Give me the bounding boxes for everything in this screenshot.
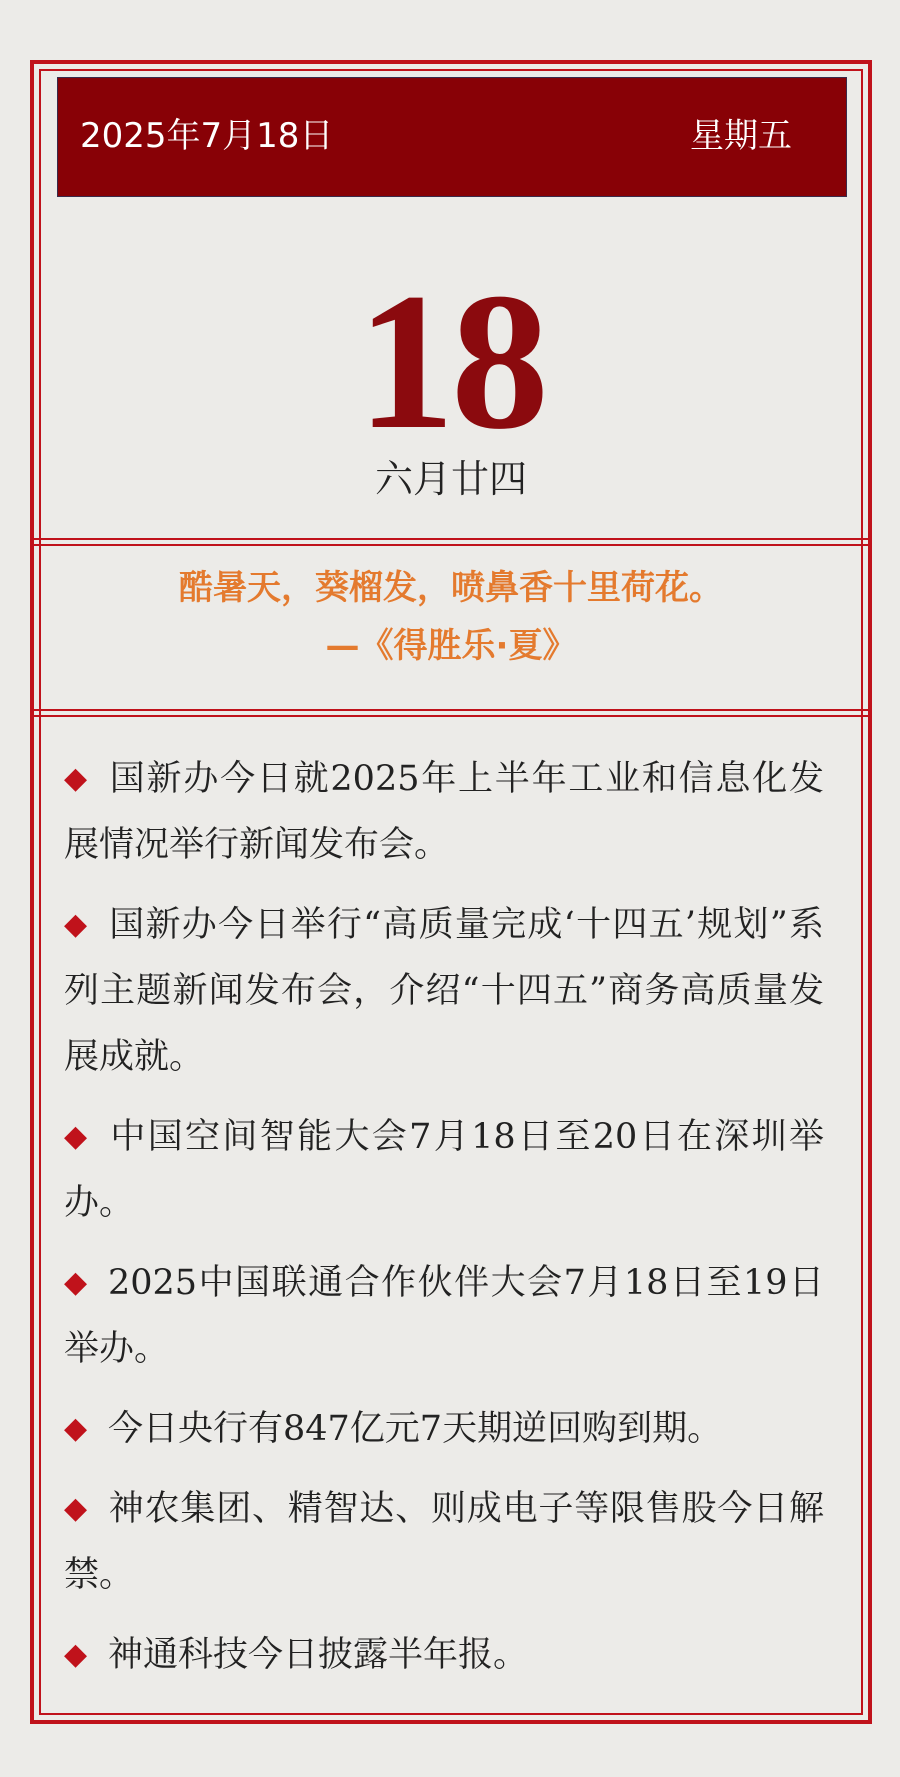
news-item [64, 1250, 824, 1382]
poem-line: 酷暑天，葵榴发，喷鼻香十里荷花。 [179, 568, 723, 608]
diamond-bullet-icon: ◆ [64, 1265, 88, 1300]
diamond-bullet-icon: ◆ [64, 1491, 88, 1526]
divider [34, 715, 868, 717]
news-text: 中国空间智能大会7月18日至20日在深圳举办。 [64, 1117, 824, 1223]
diamond-bullet-icon: ◆ [64, 1411, 88, 1446]
news-text: 2025中国联通合作伙伴大会7月18日至19日举办。 [64, 1263, 824, 1369]
news-text: 神农集团、精智达、则成电子等限售股今日解禁。 [64, 1489, 824, 1595]
header-bar [57, 77, 847, 197]
header-date: 2025年7月18日 [80, 116, 334, 156]
lunar-date: 六月廿四 [374, 457, 527, 501]
news-item [64, 746, 824, 878]
news-item [64, 892, 824, 1090]
news-list [64, 746, 824, 1702]
diamond-bullet-icon: ◆ [64, 761, 88, 796]
diamond-bullet-icon: ◆ [64, 907, 88, 942]
divider [34, 709, 868, 711]
divider [34, 538, 868, 540]
news-text: 国新办今日举行“高质量完成‘十四五’规划”系列主题新闻发布会，介绍“十四五”商务高质量发展成就。 [64, 905, 824, 1077]
news-text: 今日央行有847亿元7天期逆回购到期。 [108, 1409, 723, 1449]
calendar-card [30, 60, 872, 1724]
poem-source: —《得胜乐·夏》 [325, 626, 577, 666]
news-text: 神通科技今日披露半年报。 [108, 1635, 529, 1675]
news-text: 国新办今日就2025年上半年工业和信息化发展情况举行新闻发布会。 [64, 759, 824, 865]
news-item [64, 1476, 824, 1608]
news-item [64, 1622, 824, 1688]
news-item [64, 1104, 824, 1236]
news-item [64, 1396, 824, 1462]
poem-section [34, 559, 868, 675]
diamond-bullet-icon: ◆ [64, 1637, 88, 1672]
day-number: 18 [357, 253, 545, 470]
header-weekday: 星期五 [690, 116, 792, 156]
diamond-bullet-icon: ◆ [64, 1119, 88, 1154]
divider [34, 544, 868, 546]
